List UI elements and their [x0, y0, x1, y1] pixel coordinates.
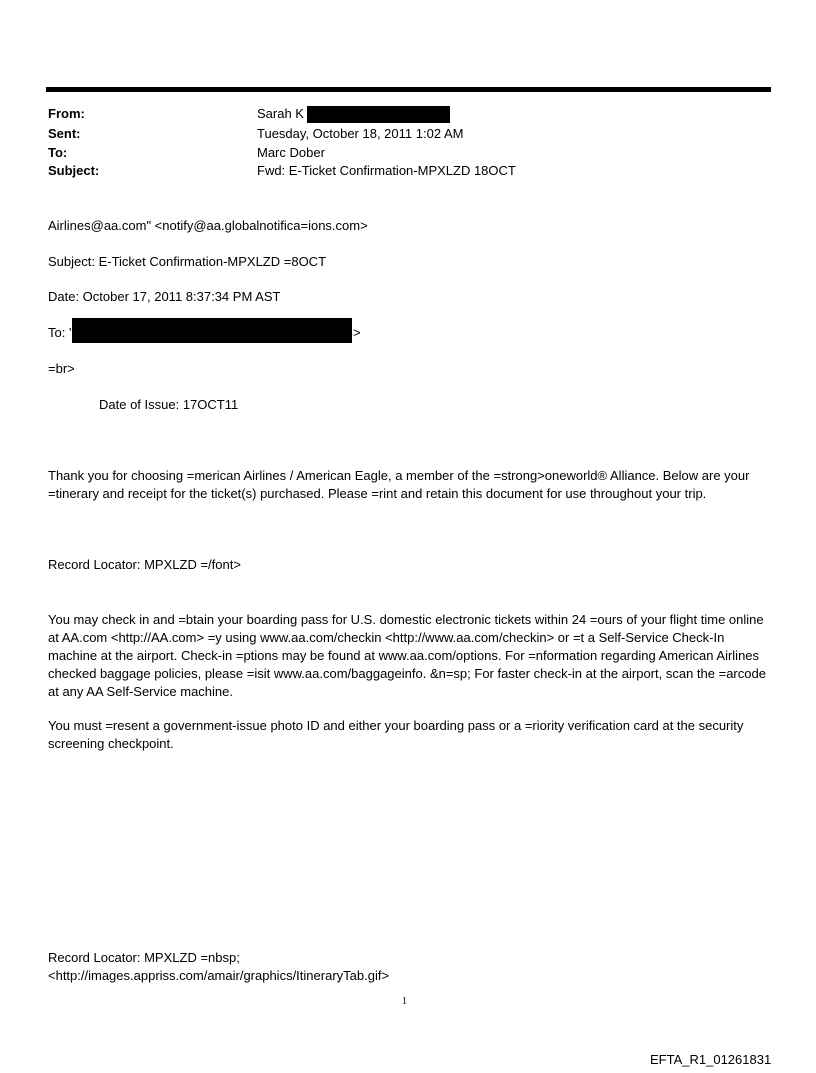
header-rule [46, 87, 771, 92]
redaction-from [307, 106, 450, 123]
to-value: Marc Dober [257, 145, 325, 160]
record-locator: Record Locator: MPXLZD =/font> [48, 557, 241, 572]
id-paragraph: You must =resent a government-issue photo ID and either your boarding pass or a =riority verification card at the security screening checkpoint. [48, 718, 744, 751]
to-label: To: [48, 145, 68, 160]
document-id: EFTA_R1_01261831 [650, 1052, 772, 1067]
page-number: 1 [402, 996, 407, 1007]
subject-label: Subject: [48, 163, 100, 178]
br-artifact: =br> [48, 361, 75, 376]
date-of-issue: Date of Issue: 17OCT11 [99, 397, 239, 412]
forwarded-date: Date: October 17, 2011 8:37:34 PM AST [48, 289, 281, 304]
sent-label: Sent: [48, 126, 81, 141]
record-locator-footer: Record Locator: MPXLZD =nbsp; [48, 950, 240, 965]
from-label: From: [48, 106, 85, 121]
forwarded-subject: Subject: E-Ticket Confirmation-MPXLZD =8OCT [48, 254, 327, 269]
subject-value: Fwd: E-Ticket Confirmation-MPXLZD 18OCT [257, 163, 516, 178]
sent-value: Tuesday, October 18, 2011 1:02 AM [257, 126, 464, 141]
itinerary-image-link: <http://images.appriss.com/amair/graphics/ItineraryTab.gif> [48, 968, 390, 983]
forwarded-to-prefix: To: ' [48, 325, 72, 340]
checkin-paragraph: You may check in and =btain your boarding pass for U.S. domestic electronic tickets within 24 =ours of your flight time online at AA.com <http://AA.com> =y using www.aa.com/checkin <http://www.aa.com/checkin> or =t a Self-Service Check-In machine at the airport. Check-in =ptions may be found at www.aa.com/options. For =nformation regarding American Airlines checked baggage policies, please =isit www.aa.com/baggageinfo. &n=sp; For faster check-in at the airport, scan the =arcode at any AA Self-Service machine. [48, 612, 766, 699]
forwarded-from: Airlines@aa.com" <notify@aa.globalnotifica=ions.com> [48, 218, 368, 233]
redaction-to [72, 318, 352, 343]
thanks-paragraph: Thank you for choosing =merican Airlines / American Eagle, a member of the =strong>oneworld® Alliance. Below are your =tinerary and receipt for the ticket(s) purchased. Please =rint and retain this document for use throughout your trip. [48, 468, 750, 501]
forwarded-to-suffix: > [353, 325, 361, 340]
from-value: Sarah K [257, 106, 304, 121]
